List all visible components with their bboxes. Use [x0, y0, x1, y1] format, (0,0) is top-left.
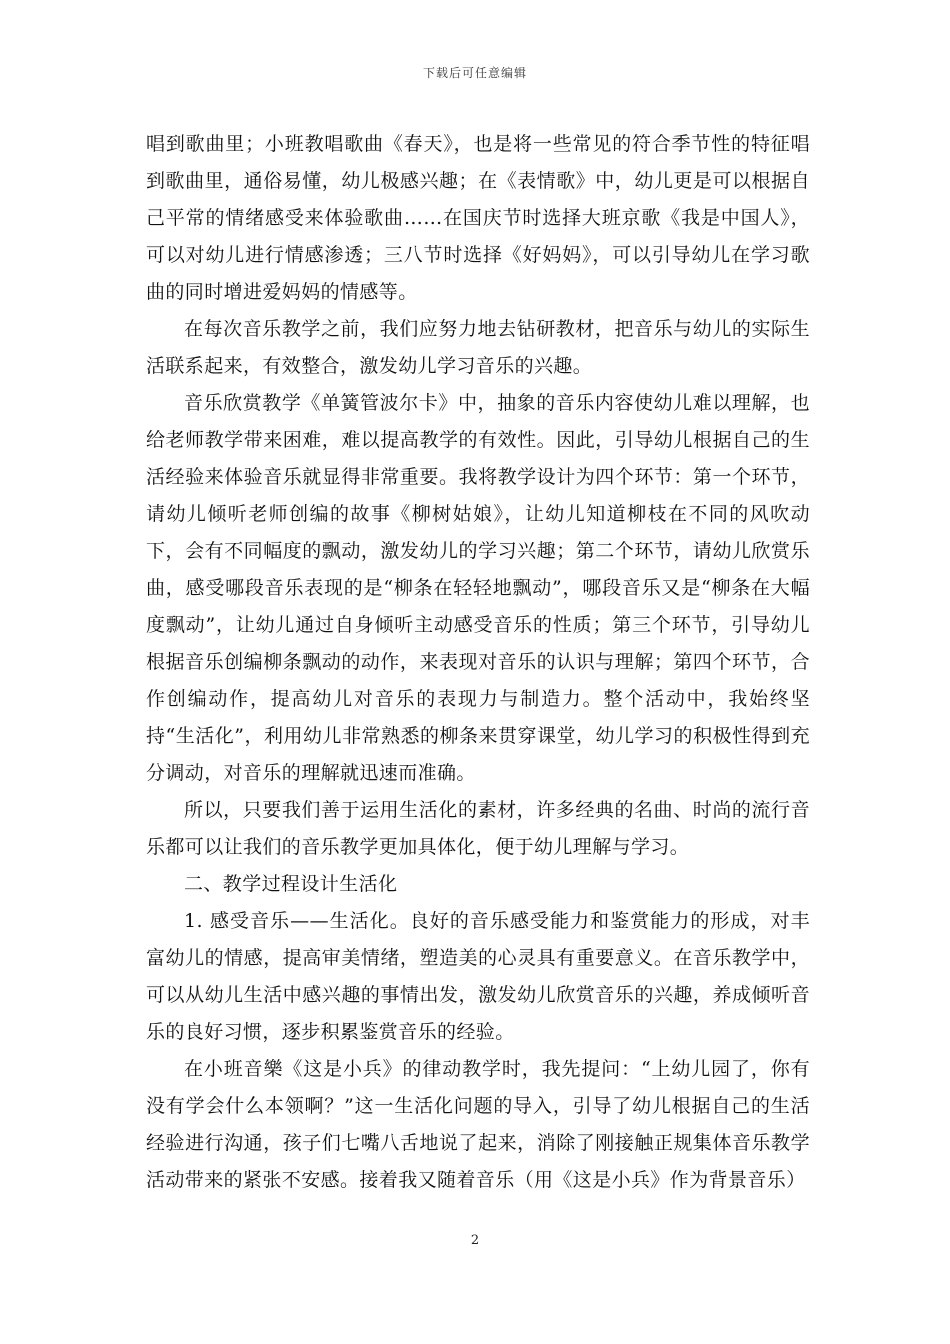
document-body: [146, 126, 810, 1199]
paragraph: 在小班音樂《这是小兵》的律动教学时，我先提问：“上幼儿园了，你有没有学会什么本领啊？”这一生活化问题的导入，引导了幼儿根据自己的生活经验进行沟通，孩子们七嘴八舌地说了起来，消除了刚接触正规集体音乐教学活动带来的紧张不安感。接着我又随着音乐（用《这是小兵》作为背景音乐）: [146, 1058, 810, 1191]
paragraph: 所以，只要我们善于运用生活化的素材，许多经典的名曲、时尚的流行音乐都可以让我们的音乐教学更加具体化，便于幼儿理解与学习。: [146, 799, 810, 858]
page-header: 下载后可任意编辑: [422, 66, 527, 80]
paragraph-continuation: 唱到歌曲里；小班教唱歌曲《春天》，也是将一些常见的符合季节性的特征唱到歌曲里，通俗易懂，幼儿极感兴趣；在《表情歌》中，幼儿更是可以根据自己平常的情绪感受来体验歌曲……在国庆节时选择大班京歌《我是中国人》，可以对幼儿进行情感渗透；三八节时选择《好妈妈》，可以引导幼儿在学习歌曲的同时增进爱妈妈的情感等。: [146, 133, 810, 303]
section-heading: 二、教学过程设计生活化: [184, 873, 398, 895]
paragraph: 音乐欣赏教学《单簧管波尔卡》中，抽象的音乐内容使幼儿难以理解，也给老师教学带来困难，难以提高教学的有效性。因此，引导幼儿根据自己的生活经验来体验音乐就显得非常重要。我将教学设计为四个环节：第一个环节，请幼儿倾听老师创编的故事《柳树姑娘》，让幼儿知道柳枝在不同的风吹动下，会有不同幅度的飘动，激发幼儿的学习兴趣；第二个环节，请幼儿欣赏乐曲，感受哪段音乐表现的是“柳条在轻轻地飘动”，哪段音乐又是“柳条在大幅度飘动”，让幼儿通过自身倾听主动感受音乐的性质；第三个环节，引导幼儿根据音乐创编柳条飘动的动作，来表现对音乐的认识与理解；第四个环节，合作创编动作，提高幼儿对音乐的表现力与制造力。整个活动中，我始终坚持“生活化”，利用幼儿非常熟悉的柳条来贯穿课堂，幼儿学习的积极性得到充分调动，对音乐的理解就迅速而准确。: [146, 392, 810, 784]
page-number: 2: [470, 1233, 480, 1248]
paragraph: 在每次音乐教学之前，我们应努力地去钻研教材，把音乐与幼儿的实际生活联系起来，有效整合，激发幼儿学习音乐的兴趣。: [146, 318, 810, 377]
paragraph: 1. 感受音乐——生活化。良好的音乐感受能力和鉴赏能力的形成，对丰富幼儿的情感，提高审美情绪，塑造美的心灵具有重要意义。在音乐教学中，可以从幼儿生活中感兴趣的事情出发，激发幼儿欣赏音乐的兴趣，养成倾听音乐的良好习惯，逐步积累鉴赏音乐的经验。: [146, 910, 810, 1043]
